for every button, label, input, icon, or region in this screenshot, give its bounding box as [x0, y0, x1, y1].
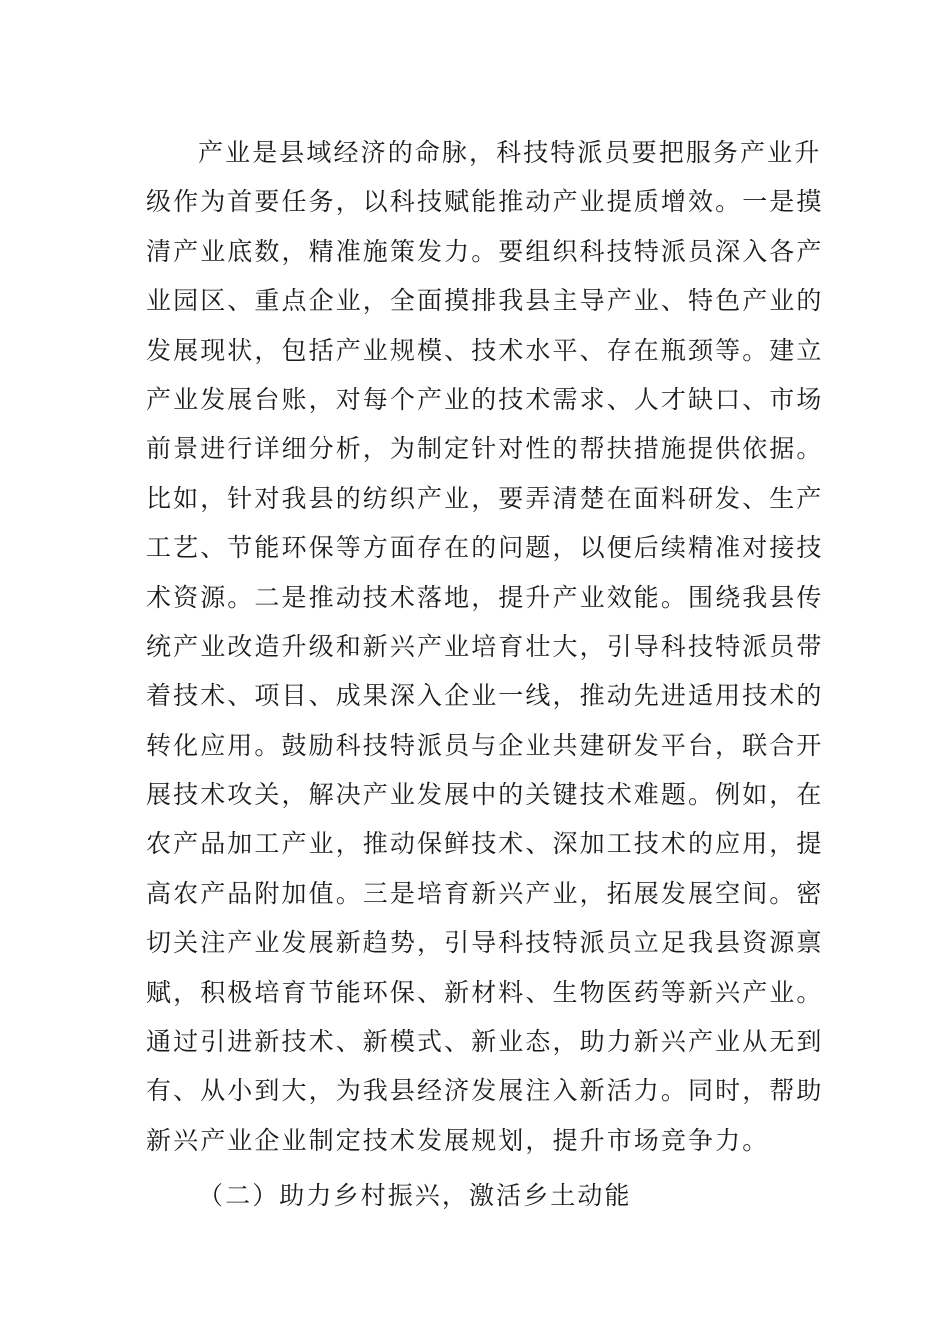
paragraph-line: 业园区、重点企业，全面摸排我县主导产业、特色产业的 — [146, 286, 824, 316]
paragraph-line: 比如，针对我县的纺织产业，要弄清楚在面料研发、生产 — [146, 483, 824, 513]
paragraph-line: 着技术、项目、成果深入企业一线，推动先进适用技术的 — [146, 681, 824, 711]
paragraph-line: 发展现状，包括产业规模、技术水平、存在瓶颈等。建立 — [146, 335, 824, 365]
paragraph-line: 转化应用。鼓励科技特派员与企业共建研发平台，联合开 — [146, 730, 824, 760]
paragraph-line: 产业是县域经济的命脉，科技特派员要把服务产业升 — [198, 138, 822, 167]
paragraph-line: 展技术攻关，解决产业发展中的关键技术难题。例如，在 — [146, 780, 824, 810]
paragraph-line: 工艺、节能环保等方面存在的问题，以便后续精准对接技 — [146, 533, 824, 563]
paragraph-line: 前景进行详细分析，为制定针对性的帮扶措施提供依据。 — [146, 434, 824, 464]
paragraph-line: 切关注产业发展新趋势，引导科技特派员立足我县资源禀 — [146, 928, 824, 958]
paragraph-line: 产业发展台账，对每个产业的技术需求、人才缺口、市场 — [146, 384, 824, 414]
paragraph-line: 通过引进新技术、新模式、新业态，助力新兴产业从无到 — [146, 1027, 824, 1057]
paragraph-line: 级作为首要任务，以科技赋能推动产业提质增效。一是摸 — [146, 187, 824, 217]
paragraph-line: 统产业改造升级和新兴产业培育壮大，引导科技特派员带 — [146, 631, 824, 661]
paragraph-line: 赋，积极培育节能环保、新材料、生物医药等新兴产业。 — [146, 977, 824, 1007]
paragraph-line: 农产品加工产业，推动保鲜技术、深加工技术的应用，提 — [146, 829, 824, 859]
paragraph-line: 有、从小到大，为我县经济发展注入新活力。同时，帮助 — [146, 1076, 824, 1106]
paragraph-line: 术资源。二是推动技术落地，提升产业效能。围绕我县传 — [146, 582, 824, 612]
paragraph-line: 清产业底数，精准施策发力。要组织科技特派员深入各产 — [146, 236, 824, 266]
body-paragraph — [146, 128, 824, 1165]
section-heading: （二）助力乡村振兴，激活乡土动能 — [198, 1181, 632, 1210]
paragraph-line: 高农产品附加值。三是培育新兴产业，拓展发展空间。密 — [146, 878, 824, 908]
paragraph-line: 新兴产业企业制定技术发展规划，提升市场竞争力。 — [146, 1125, 770, 1155]
